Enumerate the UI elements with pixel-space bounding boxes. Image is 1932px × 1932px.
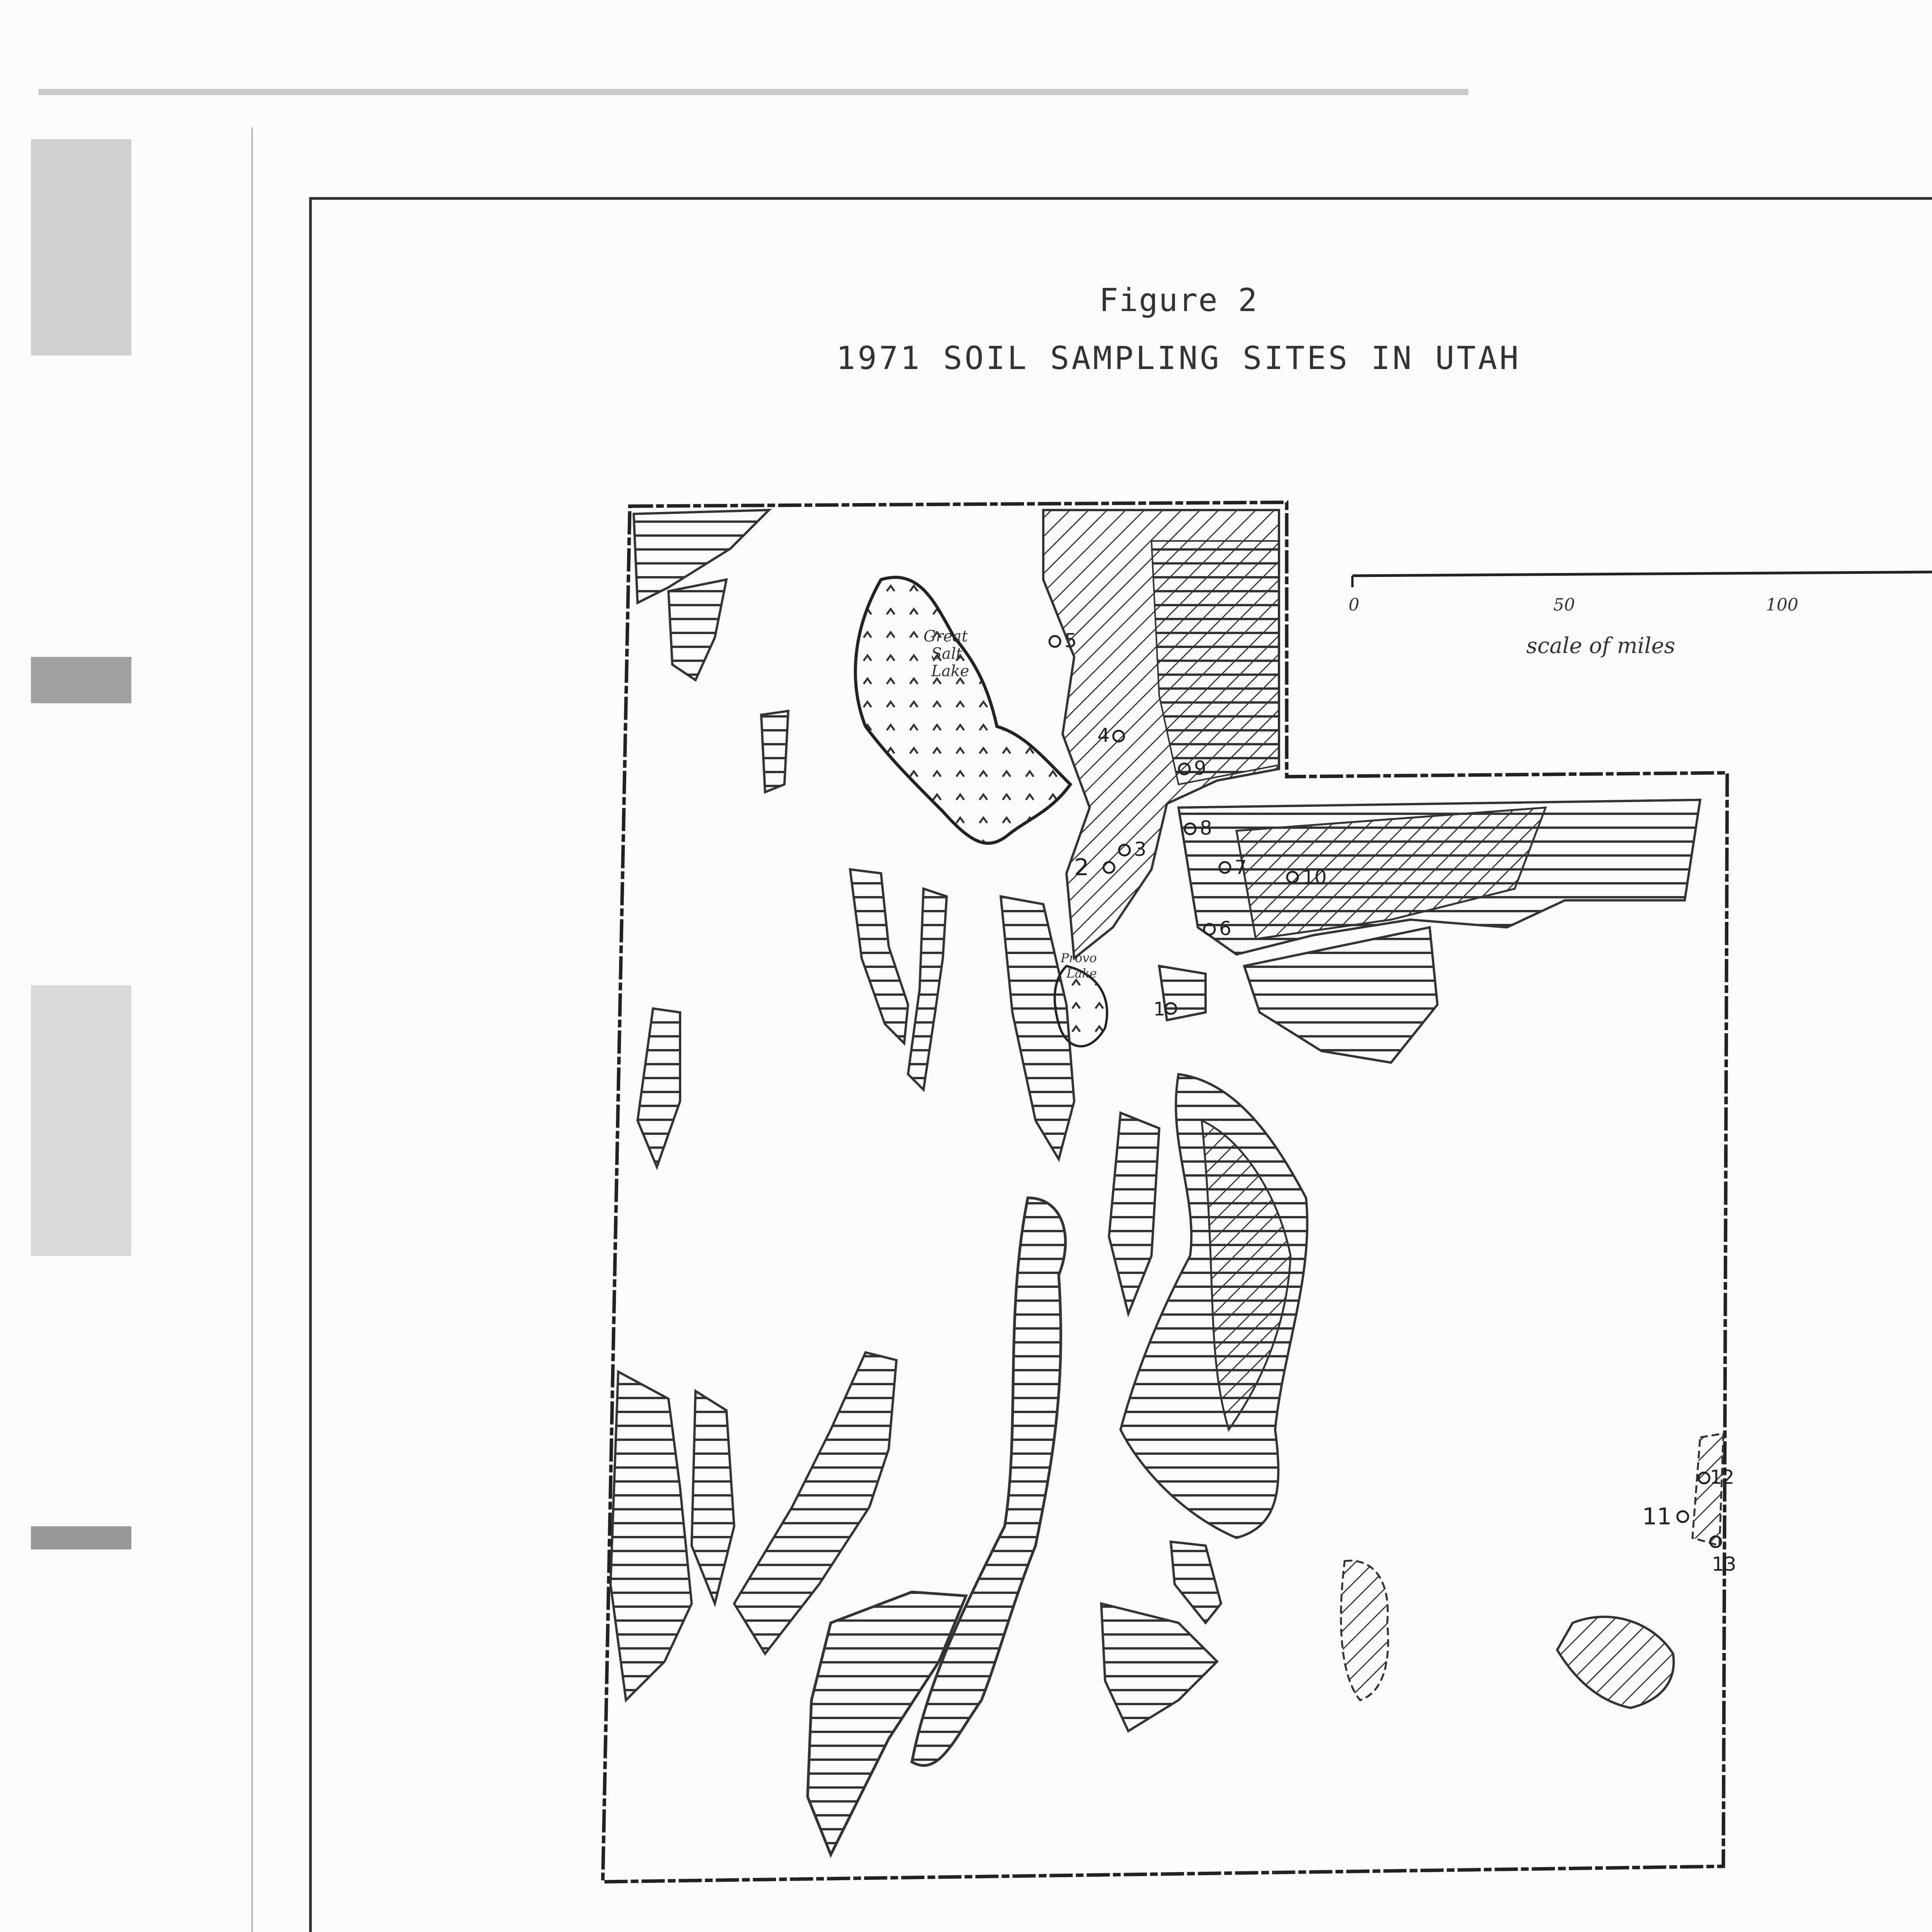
site-number: 1 — [1153, 998, 1165, 1020]
terrain-area — [908, 889, 947, 1090]
terrain-area — [1171, 1542, 1221, 1623]
provo-lake-label: Provo — [1061, 951, 1097, 965]
figure-subtitle: 1971 SOIL SAMPLING SITES IN UTAH — [836, 340, 1521, 377]
terrain-area — [611, 1372, 692, 1700]
terrain-area — [1109, 1113, 1159, 1314]
site-number: 4 — [1097, 724, 1110, 747]
site-number: 9 — [1194, 757, 1206, 779]
great-salt-lake-label: Salt — [931, 645, 963, 663]
site-number: 11 — [1642, 1503, 1672, 1530]
terrain-area — [1341, 1561, 1388, 1700]
scale-label: scale of miles — [1526, 633, 1675, 658]
site-number: 12 — [1710, 1466, 1735, 1488]
site-number: 6 — [1219, 917, 1231, 940]
terrain-area — [761, 711, 788, 792]
scale-bar — [1352, 572, 1932, 576]
terrain-area — [850, 869, 908, 1043]
scale-tick-label: 100 — [1766, 595, 1798, 615]
site-number: 7 — [1235, 856, 1247, 879]
terrain-area — [638, 1009, 680, 1167]
site-number: 3 — [1134, 838, 1146, 861]
terrain-area — [912, 1198, 1065, 1765]
terrain-area — [668, 580, 726, 680]
scale-tick-label: 50 — [1553, 595, 1575, 615]
site-number: 10 — [1302, 866, 1327, 888]
site-marker-11 — [1642, 1503, 1688, 1530]
great-salt-lake-label: Lake — [931, 662, 969, 680]
terrain-area — [1557, 1617, 1674, 1708]
site-number: 8 — [1200, 817, 1212, 839]
site-marker-5 — [1049, 629, 1077, 652]
provo-lake-label: Lake — [1066, 966, 1097, 981]
great-salt-lake — [855, 577, 1070, 843]
scale-tick-label: 0 — [1349, 595, 1359, 615]
site-number: 2 — [1074, 854, 1089, 881]
terrain-area — [1101, 1604, 1217, 1731]
site-number: 5 — [1065, 629, 1077, 652]
figure-title: Figure 2 — [1099, 282, 1258, 319]
terrain-area — [1244, 927, 1437, 1063]
site-number: 13 — [1712, 1553, 1736, 1575]
terrain-area — [1151, 541, 1279, 784]
terrain-area — [1692, 1434, 1723, 1546]
terrain-area — [692, 1391, 734, 1604]
great-salt-lake-label: Great — [923, 628, 968, 645]
